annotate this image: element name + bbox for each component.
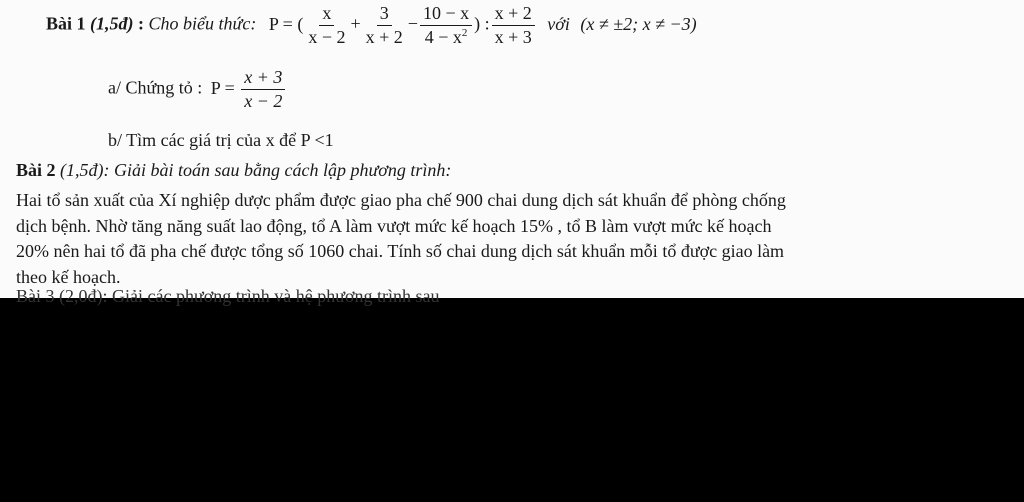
voi-text: với bbox=[547, 13, 570, 34]
part-a-label: a/ Chứng tỏ : bbox=[108, 77, 203, 98]
bai1-label: Bài 1 bbox=[46, 13, 86, 34]
fraction-3-den bbox=[422, 26, 471, 47]
close-divide: ) : bbox=[474, 13, 490, 34]
fraction-1 bbox=[305, 4, 348, 47]
fraction-3-exponent: 2 bbox=[461, 26, 468, 39]
fraction-4-den: x + 3 bbox=[494, 26, 532, 47]
paragraph-line: 20% nên hai tổ đã pha chế được tổng số 1060 chai. Tính số chai dung dịch sát khuẩn mỗi tổ được giao làm bbox=[16, 241, 785, 261]
fraction-3-num: 10 − x bbox=[420, 4, 472, 26]
part-b-text: b/ Tìm các giá trị của x để P <1 bbox=[108, 130, 334, 150]
bai1-colon: : bbox=[133, 13, 149, 34]
bai2-score-title: (1,5đ): Giải bài toán sau bằng cách lập phương trình: bbox=[60, 160, 452, 180]
fraction-4-num: x + 2 bbox=[492, 4, 535, 26]
fraction-2 bbox=[363, 4, 406, 47]
fraction-4 bbox=[492, 4, 535, 47]
fraction-3-den-text: 4 − x bbox=[424, 26, 462, 47]
fraction-1-den: x − 2 bbox=[308, 26, 346, 47]
bai2-heading bbox=[16, 160, 451, 181]
bai2-paragraph bbox=[16, 188, 1006, 290]
bai1-intro: Cho biểu thức: bbox=[148, 13, 257, 34]
fraction-3 bbox=[420, 4, 472, 47]
plus-sign: + bbox=[350, 13, 361, 34]
fraction-2-num: 3 bbox=[377, 4, 392, 26]
bai1-part-b bbox=[108, 130, 334, 151]
minus-sign: − bbox=[407, 13, 418, 34]
part-a-fraction bbox=[241, 68, 285, 111]
condition-text: (x ≠ ±2; x ≠ −3) bbox=[580, 13, 697, 34]
fraction-2-den: x + 2 bbox=[365, 26, 403, 47]
bai1-score: (1,5đ) bbox=[90, 13, 134, 34]
paragraph-line: Hai tổ sản xuất của Xí nghiệp dược phẩm được giao pha chế 900 chai dung dịch sát khuẩn để phòng chống bbox=[16, 190, 786, 210]
cut-off-text: Bài 3 (2,0đ): Giải các phương trình và hệ phương trình sau bbox=[16, 286, 440, 306]
cut-off-line bbox=[0, 286, 1024, 306]
fraction-1-num: x bbox=[319, 4, 334, 26]
paragraph-line: theo kế hoạch. bbox=[16, 266, 121, 287]
bai2-label: Bài 2 bbox=[16, 160, 56, 180]
paragraph-line: dịch bệnh. Nhờ tăng năng suất lao động, tổ A làm vượt mức kế hoạch 15% , tổ B làm vượt mức kế hoạch bbox=[16, 215, 772, 236]
part-a-p-eq: P = bbox=[210, 77, 235, 98]
bai1-part-a bbox=[108, 68, 287, 111]
expr-p-open: P = ( bbox=[268, 13, 304, 34]
part-a-num: x + 3 bbox=[241, 68, 285, 90]
bai1-heading bbox=[46, 4, 697, 47]
part-a-den: x − 2 bbox=[244, 90, 283, 111]
